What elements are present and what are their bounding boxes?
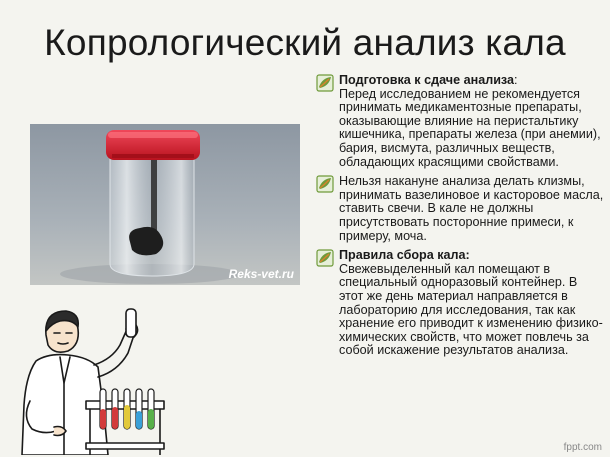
slide-title: Копрологический анализ кала <box>44 22 566 63</box>
bullet-list <box>316 74 604 364</box>
leaf-checkbox-icon <box>316 249 334 267</box>
leaf-checkbox-icon <box>316 74 334 92</box>
photo-watermark: Reks-vet.ru <box>228 267 294 281</box>
container-image <box>30 124 300 285</box>
bullet-text: Перед исследованием не рекомендуется принимать медикаментозные препараты, оказывающие влияние на перистальтику кишечника, препараты железа (при анемии), бария, висмута, различных веществ, обладающих красящими свойствами. <box>339 86 601 169</box>
bullet-heading-suffix: : <box>514 73 518 87</box>
doctor-drawing <box>8 305 168 455</box>
specimen-container-photo <box>30 124 300 285</box>
lab-doctor-illustration <box>8 305 168 455</box>
credit-text: fppt.com <box>563 442 602 453</box>
bullet-item-collection-rules <box>316 249 604 358</box>
bullet-text: Свежевыделенный кал помещают в специальный одноразовый контейнер. В этот же день материал направляется в лабораторию для исследования, так как хранение его приводит к изменению физико-химических свойств, что может повлечь за собой искажение результатов анализа. <box>339 261 603 358</box>
bullet-heading: Правила сбора кала: <box>339 248 470 263</box>
bullet-item-restrictions <box>316 175 604 243</box>
bullet-item-preparation <box>316 74 604 169</box>
leaf-checkbox-icon <box>316 175 334 193</box>
bullet-heading: Подготовка к сдаче анализа <box>339 73 515 87</box>
bullet-text: Нельзя накануне анализа делать клизмы, принимать вазелиновое и касторовое масла, ставить свечи. В кале не должны присутствовать посторонние примеси, к примеру, моча. <box>339 174 604 243</box>
